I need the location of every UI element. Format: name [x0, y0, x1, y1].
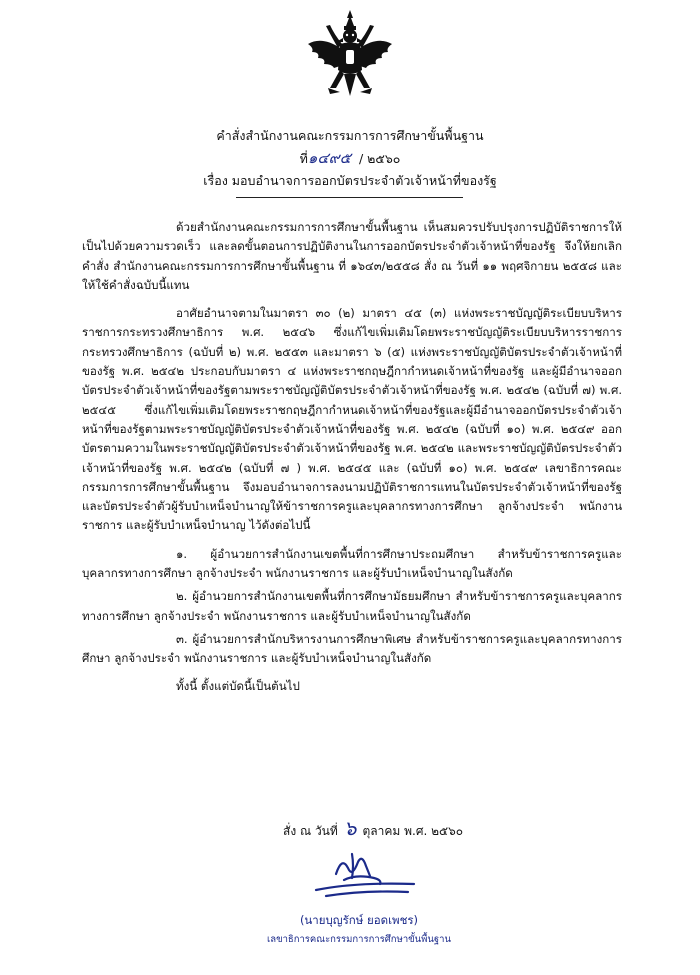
- signature-image: [296, 844, 426, 906]
- issue-date-suffix: ตุลาคม พ.ศ. ๒๕๖๐: [362, 824, 464, 838]
- issue-date-day: ๖: [343, 816, 357, 840]
- paragraph-authority: อาศัยอำนาจตามในมาตรา ๓๐ (๒) มาตรา ๔๕ (๓) แห่งพระราชบัญญัติระเบียบบริหารราชการกระทรวงศึกษาธิการ พ.ศ. ๒๕๔๖ ซึ่งแก้ไขเพิ่มเติมโดยพระราชบัญญัติระเบียบบริหารราชการกระทรวงศึกษาธิการ (ฉบับที่ ๒) พ.ศ. ๒๕๕๓ และมาตรา ๖ (๕) แห่งพระราชบัญญัติบัตรประจำตัวเจ้าหน้าที่ของรัฐ พ.ศ. ๒๕๔๒ ประกอบกับมาตรา ๔ แห่งพระราชกฤษฎีกากำหนดเจ้าหน้าที่ของรัฐ และผู้มีอำนาจออกบัตรประจำตัวเจ้าหน้าที่ของรัฐตามพระราชบัญญัติบัตรประจำตัวเจ้าหน้าที่ของรัฐ พ.ศ. ๒๕๔๒ (ฉบับที่ ๗) พ.ศ. ๒๕๔๕ ซึ่งแก้ไขเพิ่มเติมโดยพระราชกฤษฎีกากำหนดเจ้าหน้าที่ของรัฐและผู้มีอำนาจออกบัตรประจำตัวเจ้าหน้าที่ของรัฐตามพระราชบัญญัติบัตรประจำตัวเจ้าหน้าที่ของรัฐ พ.ศ. ๒๕๔๒ (ฉบับที่ ๑๐) พ.ศ. ๒๕๔๙ ออกบัตรตามความในพระราชบัญญัติบัตรประจำตัวเจ้าหน้าที่ของรัฐ พ.ศ. ๒๕๔๒ และพระราชบัญญัติบัตรประจำตัวเจ้าหน้าที่ของรัฐ พ.ศ. ๒๕๔๒ (ฉบับที่ ๗ ) พ.ศ. ๒๕๔๕ และ (ฉบับที่ ๑๐) พ.ศ. ๒๕๔๙ เลขาธิการคณะกรรมการการศึกษาขั้นพื้นฐาน จึงมอบอำนาจการลงนามปฏิบัติราชการแทนในบัตรประจำตัวเจ้าหน้าที่ของรัฐ และบัตรประจำตัวผู้รับบำเหน็จบำนาญให้ข้าราชการครูและบุคลากรทางการศึกษา ลูกจ้างประจำ พนักงานราชการ และผู้รับบำเหน็จบำนาญ ไว้ดังต่อไปนี้: [82, 306, 622, 533]
- signatory-name: (นายบุญรักษ์ ยอดเพชร): [299, 913, 419, 927]
- closing-statement: ทั้งนี้ ตั้งแต่บัดนี้เป็นต้นไป: [176, 678, 300, 693]
- order-body: [82, 218, 622, 705]
- issue-date-prefix: สั่ง ณ วันที่: [283, 824, 338, 838]
- order-number-handwritten: ๑๔๙๕: [307, 149, 352, 167]
- order-issuer: คำสั่งสำนักงานคณะกรรมการการศึกษาขั้นพื้นฐาน: [216, 128, 484, 143]
- order-number: [0, 148, 700, 169]
- list-item: ๓. ผู้อำนวยการสำนักบริหารงานการศึกษาพิเศษ สำหรับข้าราชการครูและบุคลากรทางการศึกษา ลูกจ้างประจำ พนักงานราชการ และผู้รับบำเหน็จบำนาญในสังกัด: [82, 631, 622, 666]
- header-divider: [236, 197, 463, 198]
- signatory-position: เลขาธิการคณะกรรมการการศึกษาขั้นพื้นฐาน: [267, 934, 451, 945]
- list-item: ๑. ผู้อำนวยการสำนักงานเขตพื้นที่การศึกษาประถมศึกษา สำหรับข้าราชการครูและบุคลากรทางการศึกษา ลูกจ้างประจำ พนักงานราชการ และผู้รับบำเหน็จบำนาญในสังกัด: [82, 546, 622, 581]
- garuda-emblem-icon: [300, 8, 400, 108]
- order-number-prefix: ที่: [299, 151, 308, 166]
- list-item: ๒. ผู้อำนวยการสำนักงานเขตพื้นที่การศึกษามัธยมศึกษา สำหรับข้าราชการครูและบุคลากรทางการศึกษา ลูกจ้างประจำ พนักงานราชการ และผู้รับบำเหน็จบำนาญในสังกัด: [82, 589, 622, 623]
- issue-date: [283, 818, 463, 841]
- paragraph-background: ด้วยสำนักงานคณะกรรมการการศึกษาขั้นพื้นฐาน เห็นสมควรปรับปรุงการปฏิบัติราชการให้เป็นไปด้วยความรวดเร็ว และลดขั้นตอนการปฏิบัติงานในการออกบัตรประจำตัวเจ้าหน้าที่ของรัฐ จึงให้ยกเลิกคำสั่ง สำนักงานคณะกรรมการการศึกษาขั้นพื้นฐาน ที่ ๑๖๔๓/๒๕๕๘ สั่ง ณ วันที่ ๑๑ พฤศจิกายน ๒๕๕๘ และให้ใช้คำสั่งฉบับนี้แทน: [82, 220, 622, 292]
- order-subject: เรื่อง มอบอำนาจการออกบัตรประจำตัวเจ้าหน้าที่ของรัฐ: [203, 173, 497, 188]
- order-number-year: / ๒๕๖๐: [358, 151, 401, 166]
